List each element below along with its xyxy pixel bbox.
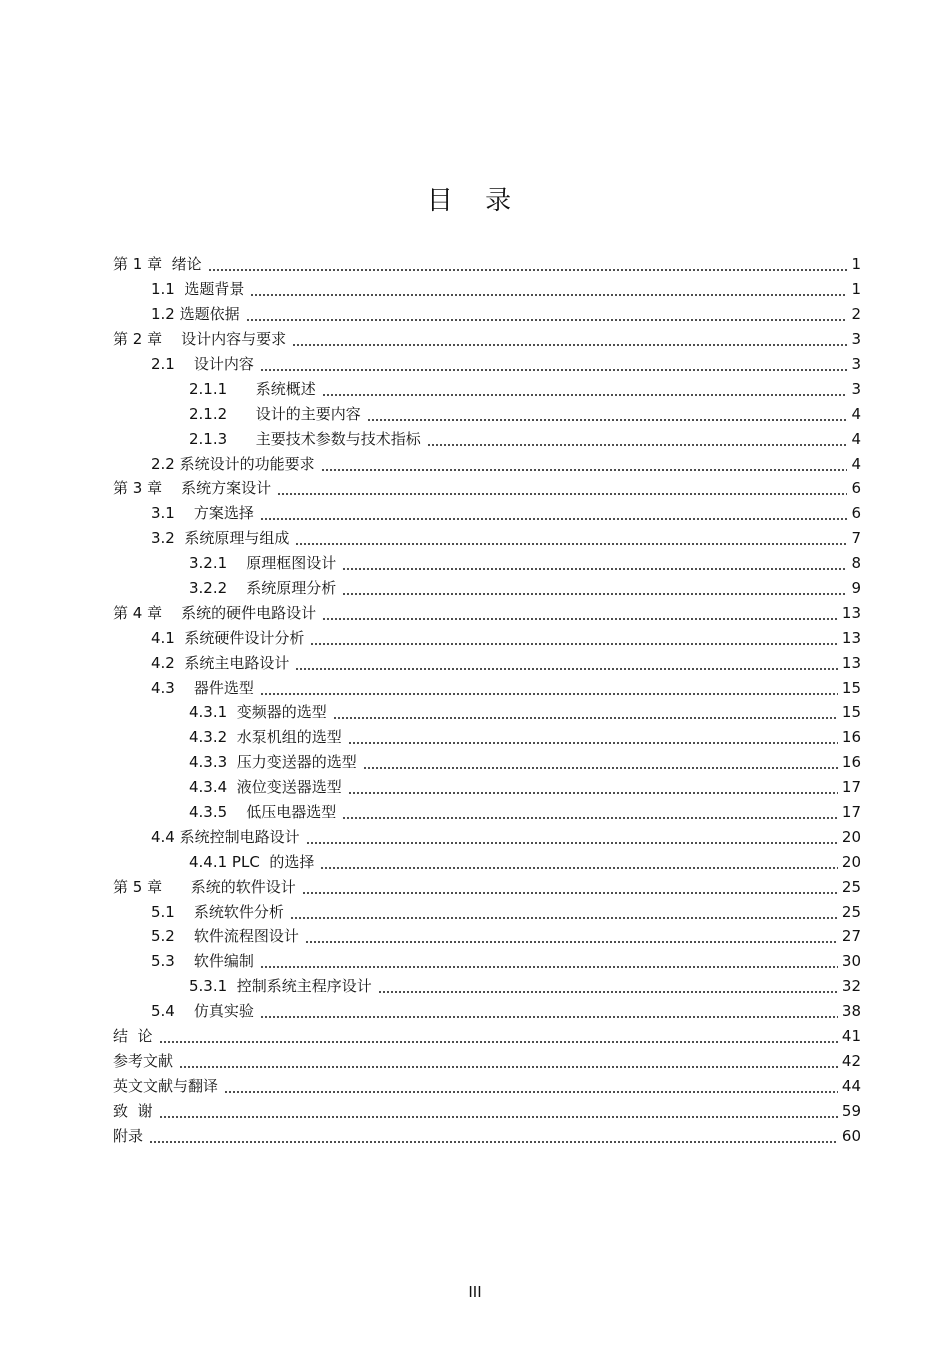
toc-entry[interactable]: [113, 1098, 861, 1123]
toc-entry-page: 7: [851, 529, 861, 548]
dot-leader: [208, 256, 847, 272]
dot-leader: [322, 381, 847, 397]
toc-entry-page: 15: [841, 678, 861, 697]
toc-entry[interactable]: [113, 750, 861, 775]
toc-entry-page: 59: [841, 1101, 861, 1120]
toc-entry-page: 27: [841, 927, 861, 946]
toc-entry[interactable]: [113, 974, 861, 999]
toc-entry-title: 4.4 系统控制电路设计: [151, 827, 300, 846]
toc-entry-title: 4.3.2 水泵机组的选型: [189, 728, 342, 747]
toc-entry-title: 第 4 章 系统的硬件电路设计: [113, 603, 317, 622]
toc-entry-page: 30: [841, 952, 861, 971]
toc-entry-page: 9: [851, 579, 861, 598]
toc-entry[interactable]: [113, 899, 861, 924]
toc-entry[interactable]: [113, 426, 861, 451]
toc-entry[interactable]: [113, 352, 861, 377]
toc-entry-page: 60: [841, 1126, 861, 1145]
toc-entry-page: 20: [841, 852, 861, 871]
toc-entry-title: 5.4 仿真实验: [151, 1002, 254, 1021]
dot-leader: [367, 406, 847, 422]
toc-entry-title: 3.2.2 系统原理分析: [189, 579, 337, 598]
toc-entry-page: 3: [851, 355, 861, 373]
toc-entry-title: 2.1.1 系统概述: [189, 379, 316, 398]
toc-entry-page: 6: [851, 479, 861, 498]
toc-entry[interactable]: [113, 800, 861, 825]
page-number-footer: III: [468, 1283, 482, 1301]
toc-entry[interactable]: [113, 252, 861, 277]
toc-entry-page: 6: [851, 504, 861, 523]
dot-leader: [306, 829, 838, 845]
toc-entry[interactable]: [113, 1049, 861, 1074]
dot-leader: [348, 729, 838, 745]
dot-leader: [302, 879, 838, 895]
toc-entry-title: 2.1 设计内容: [151, 355, 254, 373]
toc-entry[interactable]: [113, 526, 861, 551]
dot-leader: [260, 356, 847, 372]
toc-entry-title: 3.2.1 原理框图设计: [189, 554, 337, 573]
dot-leader: [149, 1128, 838, 1144]
dot-leader: [224, 1078, 838, 1094]
toc-entry[interactable]: [113, 849, 861, 874]
toc-entry[interactable]: [113, 874, 861, 899]
toc-entry-title: 英文文献与翻译: [113, 1076, 219, 1095]
toc-entry-page: 13: [841, 628, 861, 647]
toc-entry[interactable]: [113, 576, 861, 601]
toc-entry-title: 第 1 章 绪论: [113, 255, 202, 274]
toc-entry[interactable]: [113, 600, 861, 625]
toc-entry-title: 5.1 系统软件分析: [151, 902, 284, 921]
toc-entry-page: 13: [841, 653, 861, 672]
toc-entry[interactable]: [113, 1073, 861, 1098]
toc-entry-title: 5.2 软件流程图设计: [151, 927, 299, 946]
toc-entry-title: 2.1.2 设计的主要内容: [189, 404, 361, 423]
dot-leader: [246, 306, 847, 322]
toc-entry-title: 4.3.5 低压电器选型: [189, 803, 337, 822]
dot-leader: [310, 630, 838, 646]
dot-leader: [378, 978, 838, 994]
toc-entry-page: 3: [851, 379, 861, 398]
dot-leader: [290, 904, 838, 920]
toc-entry-page: 4: [851, 429, 861, 448]
toc-entry-page: 38: [841, 1002, 861, 1021]
toc-entry[interactable]: [113, 725, 861, 750]
toc-entry[interactable]: [113, 1024, 861, 1049]
dot-leader: [277, 480, 847, 496]
dot-leader: [260, 505, 847, 521]
toc-entry-title: 4.1 系统硬件设计分析: [151, 628, 305, 647]
toc-entry-title: 附录: [113, 1126, 144, 1145]
dot-leader: [342, 555, 847, 571]
toc-entry-title: 2.2 系统设计的功能要求: [151, 454, 315, 473]
toc-entry-page: 16: [841, 728, 861, 747]
toc-entry[interactable]: [113, 650, 861, 675]
dot-leader: [179, 1053, 838, 1069]
toc-entry-page: 25: [841, 902, 861, 921]
toc-entry-title: 第 2 章 设计内容与要求: [113, 330, 287, 349]
dot-leader: [260, 1003, 838, 1019]
toc-entry[interactable]: [113, 376, 861, 401]
toc-entry-page: 3: [851, 330, 861, 349]
dot-leader: [295, 530, 847, 546]
dot-leader: [321, 456, 847, 472]
toc-entry-page: 1: [851, 280, 861, 299]
toc-entry-page: 44: [841, 1076, 861, 1095]
toc-entry[interactable]: [113, 1123, 861, 1148]
dot-leader: [320, 854, 838, 870]
toc-entry-title: 1.2 选题依据: [151, 305, 240, 324]
toc-entry[interactable]: [113, 327, 861, 352]
toc-entry-page: 17: [841, 778, 861, 797]
toc-entry-title: 4.3.1 变频器的选型: [189, 703, 327, 722]
toc-entry-page: 13: [841, 603, 861, 622]
toc-entry[interactable]: [113, 824, 861, 849]
dot-leader: [305, 928, 838, 944]
toc-entry[interactable]: [113, 700, 861, 725]
toc-entry[interactable]: [113, 302, 861, 327]
dot-leader: [159, 1028, 838, 1044]
toc-entry-page: 15: [841, 703, 861, 722]
toc-entry-title: 参考文献: [113, 1051, 174, 1070]
toc-entry[interactable]: [113, 401, 861, 426]
dot-leader: [322, 605, 838, 621]
dot-leader: [342, 804, 838, 820]
toc-entry-title: 4.2 系统主电路设计: [151, 653, 290, 672]
toc-entry-title: 5.3 软件编制: [151, 952, 254, 971]
toc-entry[interactable]: [113, 501, 861, 526]
toc-entry[interactable]: [113, 999, 861, 1024]
toc-entry[interactable]: [113, 277, 861, 302]
toc-entry[interactable]: [113, 775, 861, 800]
toc-entry[interactable]: [113, 476, 861, 501]
toc-entry-page: 1: [851, 255, 861, 274]
toc-entry-title: 5.3.1 控制系统主程序设计: [189, 977, 372, 996]
toc-entry-title: 2.1.3 主要技术参数与技术指标: [189, 429, 421, 448]
toc-entry-title: 第 5 章 系统的软件设计: [113, 877, 296, 896]
toc-entry-page: 20: [841, 827, 861, 846]
toc-entry-page: 42: [841, 1051, 861, 1070]
toc-entry-page: 17: [841, 803, 861, 822]
toc-entry-page: 2: [851, 305, 861, 324]
dot-leader: [250, 281, 847, 297]
dot-leader: [427, 431, 847, 447]
dot-leader: [260, 680, 838, 696]
toc-entry-title: 致 谢: [113, 1101, 153, 1120]
toc-entry-title: 1.1 选题背景: [151, 280, 245, 299]
dot-leader: [260, 953, 838, 969]
table-of-contents: [113, 252, 861, 1148]
toc-entry[interactable]: [113, 675, 861, 700]
toc-entry-title: 3.1 方案选择: [151, 504, 254, 523]
toc-entry-title: 4.3.3 压力变送器的选型: [189, 753, 357, 772]
dot-leader: [342, 580, 847, 596]
page-title: 目 录: [426, 186, 524, 216]
toc-entry[interactable]: [113, 924, 861, 949]
toc-entry-page: 4: [851, 404, 861, 423]
toc-entry-title: 结 论: [113, 1027, 153, 1046]
toc-entry-title: 4.4.1 PLC 的选择: [189, 852, 315, 871]
dot-leader: [295, 655, 838, 671]
toc-entry-page: 8: [851, 554, 861, 573]
dot-leader: [348, 779, 838, 795]
toc-entry-title: 4.3 器件选型: [151, 678, 254, 697]
toc-entry-title: 4.3.4 液位变送器选型: [189, 778, 342, 797]
dot-leader: [363, 754, 838, 770]
toc-entry-page: 4: [851, 454, 861, 473]
dot-leader: [159, 1103, 838, 1119]
dot-leader: [333, 704, 838, 720]
toc-entry-title: 3.2 系统原理与组成: [151, 529, 290, 548]
toc-entry-page: 16: [841, 753, 861, 772]
toc-entry[interactable]: [113, 625, 861, 650]
toc-entry[interactable]: [113, 451, 861, 476]
toc-entry-page: 25: [841, 877, 861, 896]
toc-entry-page: 32: [841, 977, 861, 996]
toc-entry[interactable]: [113, 551, 861, 576]
toc-entry-title: 第 3 章 系统方案设计: [113, 479, 272, 498]
toc-entry[interactable]: [113, 949, 861, 974]
dot-leader: [292, 331, 847, 347]
toc-entry-page: 41: [841, 1027, 861, 1046]
